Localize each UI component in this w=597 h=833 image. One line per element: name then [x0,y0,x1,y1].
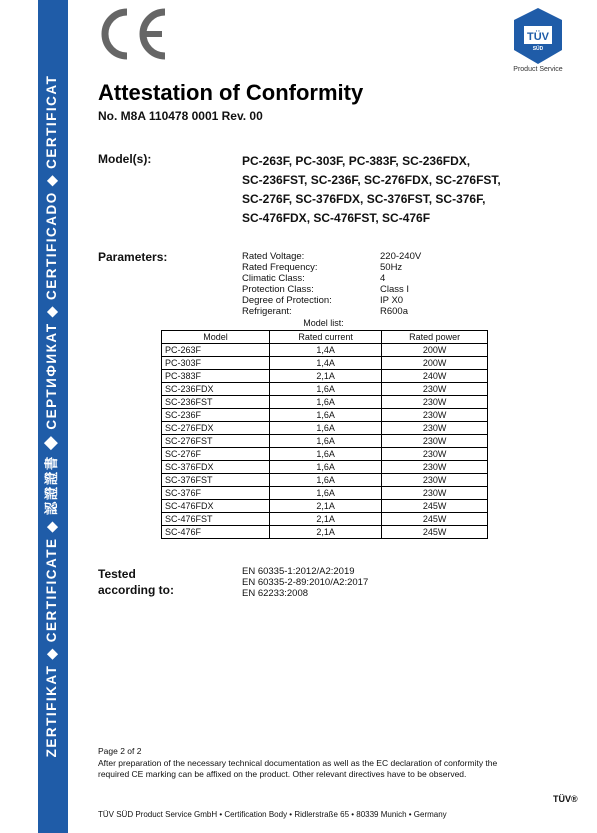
model-cell: SC-476FDX [162,500,270,513]
model-cell: SC-476F [162,526,270,539]
rated-current-cell: 1,6A [270,435,382,448]
rated-power-cell: 230W [382,474,488,487]
sidebar-text: ZERTIFIKAT ◆ CERTIFICATE ◆ 認證證書 ◆ СЕРТИФИКАТ ◆ CERTIFICADO ◆ CERTIFICAT [44,74,59,758]
rated-power-cell: 230W [382,396,488,409]
table-row [162,435,488,448]
model-cell: SC-476FST [162,513,270,526]
models-line: SC-476FDX, SC-476FST, SC-476F [242,211,431,225]
rated-current-cell: 2,1A [270,526,382,539]
table-row [162,487,488,500]
model-cell: SC-276FDX [162,422,270,435]
parameter-row [242,306,502,318]
rated-power-cell: 245W [382,526,488,539]
tested-label [98,566,174,598]
rated-current-cell: 1,6A [270,396,382,409]
model-cell: SC-376FST [162,474,270,487]
model-cell: SC-376F [162,487,270,500]
table-row [162,396,488,409]
tested-label-line: according to: [98,583,175,597]
tuv-wordmark: TÜV® [553,794,578,804]
tuv-caption: Product Service [513,66,563,73]
svg-text:TÜV: TÜV [527,31,549,43]
parameter-value: 220-240V [380,251,422,262]
document-title: Attestation of Conformity [98,80,364,105]
rated-power-cell: 240W [382,370,488,383]
rated-power-cell: 230W [382,422,488,435]
table-row [162,513,488,526]
rated-power-cell: 245W [382,513,488,526]
rated-current-cell: 1,6A [270,487,382,500]
column-header: Rated current [270,331,382,344]
parameter-key: Rated Frequency: [242,262,318,273]
parameter-value: 50Hz [380,262,403,273]
issuer-line: TÜV SÜD Product Service GmbH • Certification Body • Ridlerstraße 65 • 80339 Munich • Germany [98,810,447,819]
model-cell: SC-236FST [162,396,270,409]
table-header-row [162,331,488,344]
models-line: SC-276F, SC-376FDX, SC-376FST, SC-376F, [242,192,486,206]
model-cell: SC-276F [162,448,270,461]
certificate-number: No. M8A 110478 0001 Rev. 00 [98,109,263,123]
table-row [162,526,488,539]
certificate-sidebar [38,0,68,833]
rated-current-cell: 1,6A [270,383,382,396]
footer-note: After preparation of the necessary technical documentation as well as the EC declaration of conformity the required CE marking can be affixed on the product. Other relevant directives have to be observed. [98,758,498,779]
table-row [162,474,488,487]
table-row [162,500,488,513]
table-row [162,409,488,422]
models-line: SC-236FST, SC-236F, SC-276FDX, SC-276FST, [242,173,501,187]
model-cell: PC-263F [162,344,270,357]
model-cell: SC-236FDX [162,383,270,396]
standards-list [242,566,368,599]
standard-item: EN 60335-1:2012/A2:2019 [242,566,355,577]
models-list [242,152,562,228]
rated-current-cell: 1,6A [270,474,382,487]
rated-power-cell: 200W [382,357,488,370]
table-row [162,344,488,357]
rated-power-cell: 230W [382,383,488,396]
rated-current-cell: 1,6A [270,448,382,461]
table-row [162,357,488,370]
page-number: Page 2 of 2 [98,746,142,756]
parameter-key: Protection Class: [242,284,314,295]
rated-current-cell: 2,1A [270,513,382,526]
rated-power-cell: 200W [382,344,488,357]
ce-mark-icon [96,6,170,62]
table-row [162,448,488,461]
table-row [162,461,488,474]
parameter-value: 4 [380,273,386,284]
models-label: Model(s): [98,152,152,166]
svg-text:SÜD: SÜD [532,46,544,52]
rated-current-cell: 1,4A [270,357,382,370]
standard-item: EN 62233:2008 [242,588,309,599]
model-table [161,330,488,539]
rated-current-cell: 2,1A [270,370,382,383]
parameter-key: Rated Voltage: [242,251,305,262]
table-row [162,370,488,383]
model-cell: PC-383F [162,370,270,383]
rated-power-cell: 230W [382,461,488,474]
rated-current-cell: 1,6A [270,422,382,435]
standard-item: EN 60335-2-89:2010/A2:2017 [242,577,369,588]
rated-current-cell: 2,1A [270,500,382,513]
parameter-value: Class I [380,284,410,295]
parameter-key: Refrigerant: [242,306,292,317]
rated-power-cell: 230W [382,487,488,500]
table-row [162,383,488,396]
parameter-key: Degree of Protection: [242,295,332,306]
model-cell: SC-276FST [162,435,270,448]
parameters-label: Parameters: [98,250,168,264]
parameter-value: R600a [380,306,408,317]
parameter-value: IP X0 [380,295,404,306]
rated-power-cell: 245W [382,500,488,513]
rated-power-cell: 230W [382,435,488,448]
rated-power-cell: 230W [382,409,488,422]
model-cell: PC-303F [162,357,270,370]
rated-power-cell: 230W [382,448,488,461]
rated-current-cell: 1,6A [270,461,382,474]
table-row [162,422,488,435]
rated-current-cell: 1,6A [270,409,382,422]
column-header: Rated power [382,331,488,344]
model-cell: SC-236F [162,409,270,422]
tuv-sud-logo-icon [510,6,566,66]
tested-label-line: Tested [98,567,136,581]
model-cell: SC-376FDX [162,461,270,474]
model-list-caption: Model list: [303,318,344,328]
parameter-key: Climatic Class: [242,273,305,284]
models-line: PC-263F, PC-303F, PC-383F, SC-236FDX, [242,154,471,168]
rated-current-cell: 1,4A [270,344,382,357]
column-header: Model [162,331,270,344]
